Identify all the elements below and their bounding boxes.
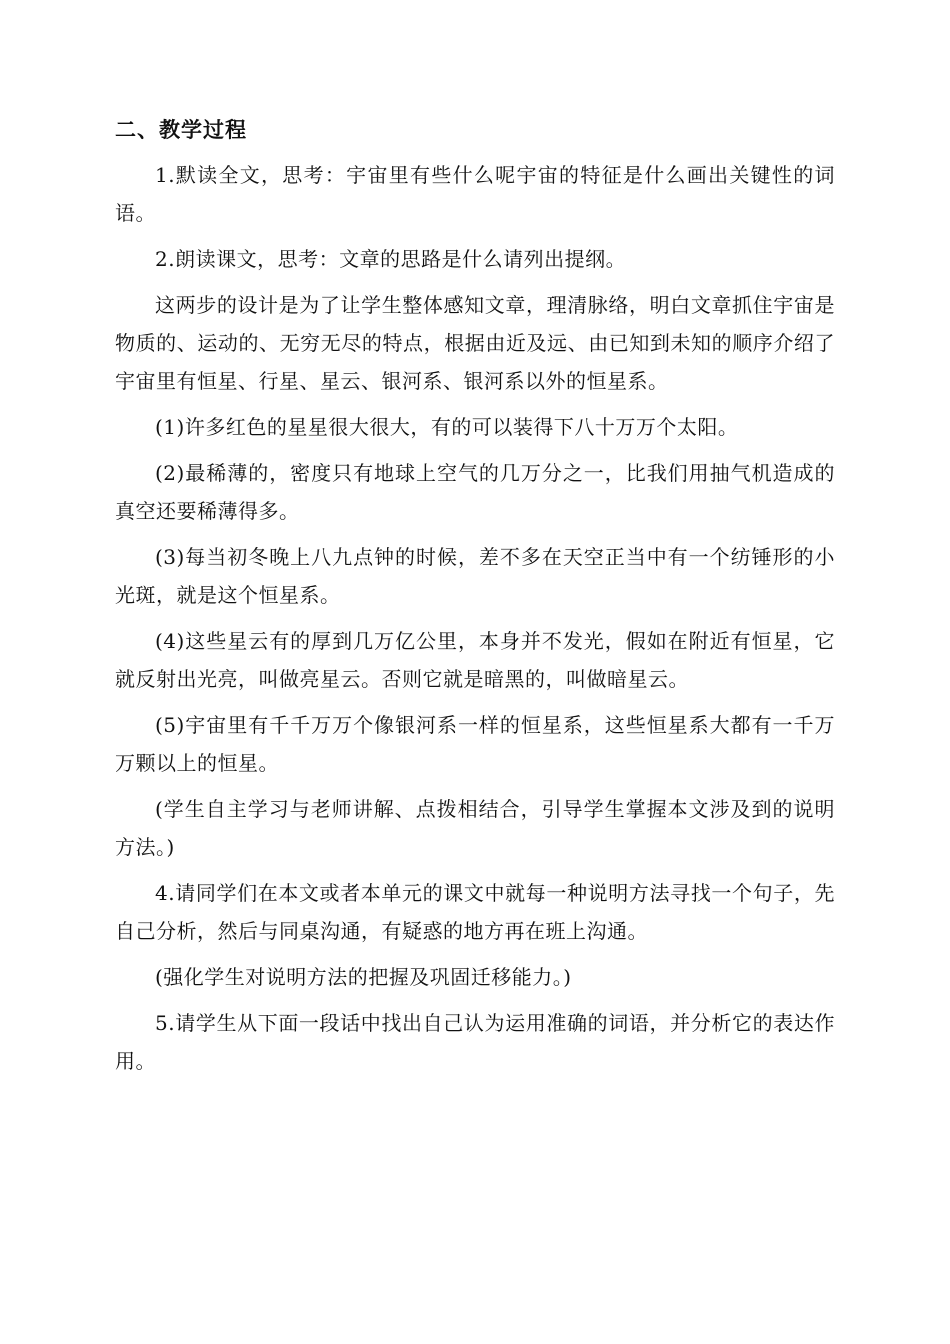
- paragraph-step-5: 5.请学生从下面一段话中找出自己认为运用准确的词语，并分析它的表达作用。: [115, 1011, 835, 1073]
- paragraph-example-5: (5)宇宙里有千千万万个像银河系一样的恒星系，这些恒星系大都有一千万万颗以上的恒星。: [115, 713, 835, 775]
- paragraph-example-2: (2)最稀薄的，密度只有地球上空气的几万分之一，比我们用抽气机造成的真空还要稀薄得多。: [115, 461, 835, 523]
- paragraph-example-3: (3)每当初冬晚上八九点钟的时候，差不多在天空正当中有一个纺锤形的小光斑，就是这个恒星系。: [115, 545, 835, 607]
- paragraph-step-1: 1.默读全文，思考：宇宙里有些什么呢宇宙的特征是什么画出关键性的词语。: [115, 163, 835, 225]
- paragraph-teaching-note: (学生自主学习与老师讲解、点拨相结合，引导学生掌握本文涉及到的说明方法。): [115, 797, 835, 859]
- paragraph-example-1: (1)许多红色的星星很大很大，有的可以装得下八十万万个太阳。: [155, 415, 739, 439]
- paragraph-step-4-note: (强化学生对说明方法的把握及巩固迁移能力。): [155, 965, 572, 989]
- paragraph-example-4: (4)这些星云有的厚到几万亿公里，本身并不发光，假如在附近有恒星，它就反射出光亮，叫做亮星云。否则它就是暗黑的，叫做暗星云。: [115, 629, 835, 691]
- section-heading: 二、教学过程: [115, 118, 247, 142]
- paragraph-design-note: 这两步的设计是为了让学生整体感知文章，理清脉络，明白文章抓住宇宙是物质的、运动的、无穷无尽的特点，根据由近及远、由已知到未知的顺序介绍了宇宙里有恒星、行星、星云、银河系、银河系以外的恒星系。: [115, 293, 835, 393]
- document-body: [115, 112, 835, 1088]
- paragraph-step-2: 2.朗读课文，思考：文章的思路是什么请列出提纲。: [155, 247, 627, 271]
- paragraph-step-4: 4.请同学们在本文或者本单元的课文中就每一种说明方法寻找一个句子，先自己分析，然后与同桌沟通，有疑惑的地方再在班上沟通。: [115, 881, 835, 943]
